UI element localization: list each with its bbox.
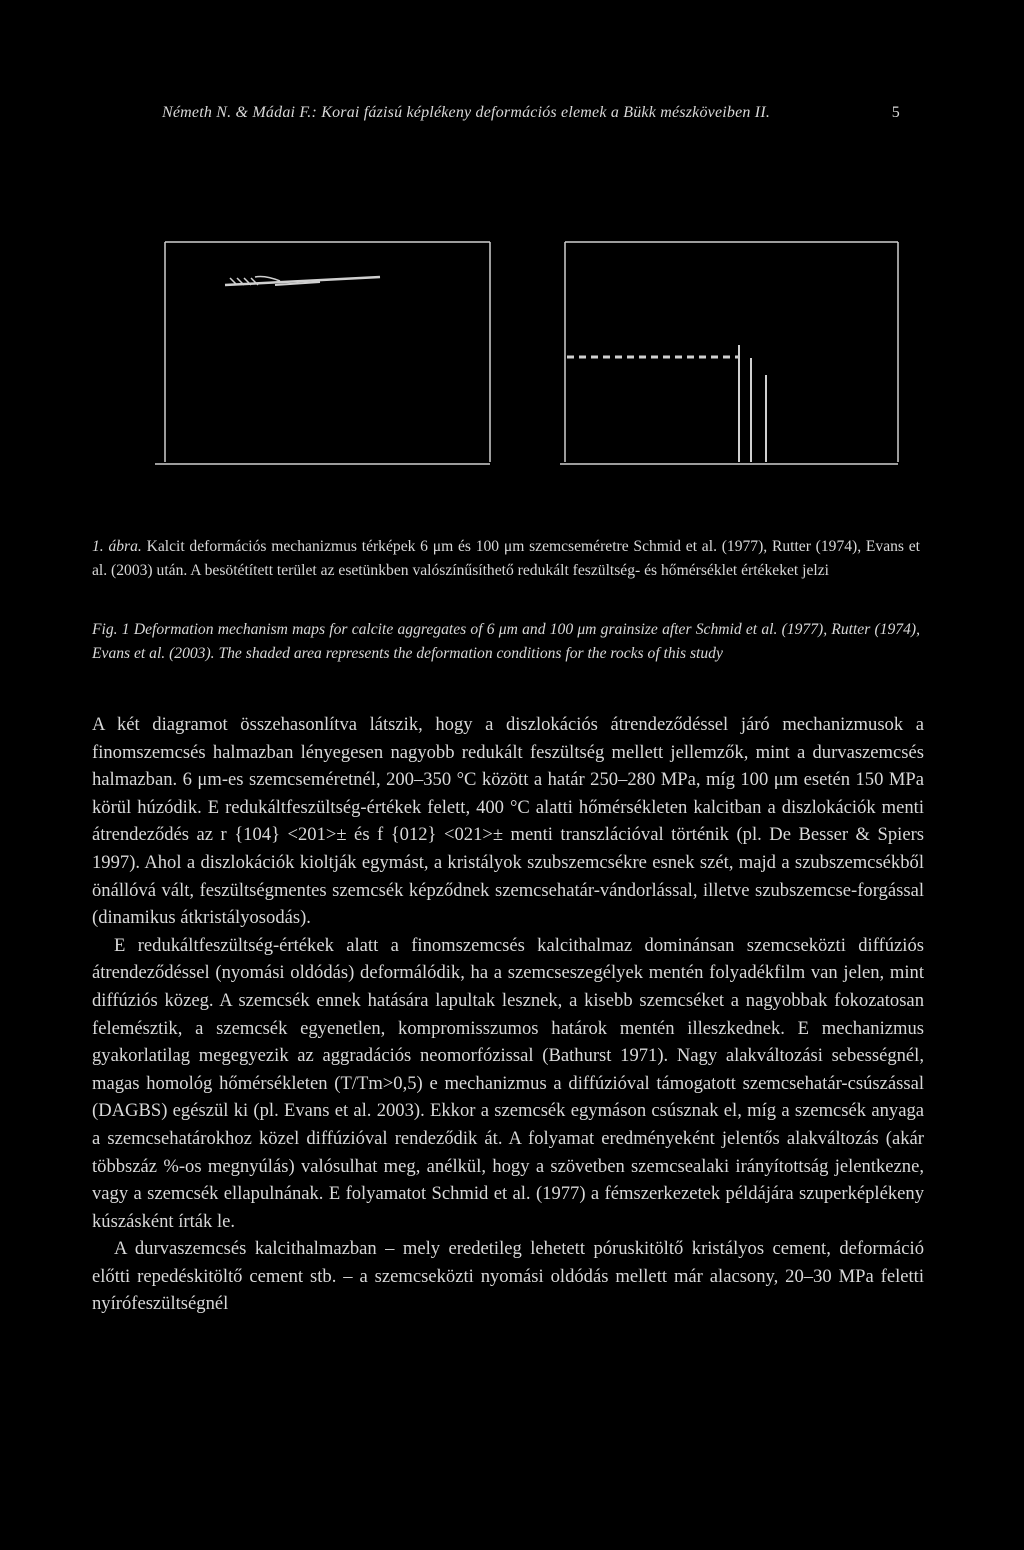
figure-caption-hungarian (92, 535, 920, 583)
figure-caption-english (92, 618, 920, 666)
figure-1-image (155, 240, 900, 466)
caption-hu-text: Kalcit deformációs mechanizmus térképek 6 μm és 100 μm szemcseméretre Schmid et al. (1977), Rutter (1974), Evans et al. (2003) után. A besötétített terület az esetünkben valószínűsíthető redukált feszültség- és hőmérséklet értékeket jelzi (92, 538, 921, 579)
page-number: 5 (891, 104, 900, 121)
figure-1-deformation-maps (155, 240, 900, 466)
caption-en-label: Fig. 1 (92, 621, 130, 638)
running-header (162, 104, 900, 122)
paragraph: E redukáltfeszültség-értékek alatt a finomszemcsés kalcithalmaz dominánsan szemcseközti diffúziós átrendeződéssel (nyomási oldódás) deformálódik, ha a szemcseszegélyek mentén folyadékfilm van jelen, mint diffúziós közeg. A szemcsék ennek hatására lapultak lesznek, a kisebb szemcséket a nagyobbak fokozatosan felemésztik, a szemcsék egyenetlen, kompromisszumos határok mentén illeszkednek. E mechanizmus gyakorlatilag megegyezik az aggradációs neomorfózissal (Bathurst 1971). Nagy alakváltozási sebességnél, magas homológ hőmérsékleten (T/Tm>0,5) e mechanizmus a diffúzióval támogatott szemcsehatár-csúszással (DAGBS) egészül ki (pl. Evans et al. 2003). Ekkor a szemcsék egymáson csúsznak el, míg a szemcsék anyaga a szemcsehatárokhoz közel diffúzióval rendeződik át. A folyamat eredményeként jelentős alakváltozás (akár többszáz %-os megnyúlás) valósulhat meg, anélkül, hogy a szövetben szemcsealaki irányítottság jelentkezne, vagy a szemcsék ellapulnának. E folyamatot Schmid et al. (1977) a fémszerkezetek példájára szuperképlékeny kúszásként írták le. (92, 934, 924, 1232)
running-title: Németh N. & Mádai F.: Korai fázisú képlékeny deformációs elemek a Bükk mészköveiben II. (162, 104, 771, 121)
map-panel-100um (560, 242, 898, 464)
paragraph: A durvaszemcsés kalcithalmazban – mely eredetileg lehetett póruskitöltő kristályos cement, deformáció előtti repedéskitöltő cement stb. – a szemcseközti nyomási oldódás mellett már alacsony, 20–30 MPa feletti nyírófeszültségnél (92, 1238, 924, 1315)
map-panel-6um (155, 242, 490, 464)
paragraph: A két diagramot összehasonlítva látszik, hogy a diszlokációs átrendeződéssel járó mechanizmusok a finomszemcsés halmazban lényegesen nagyobb redukált feszültség mellett jellemzők, mint a durvaszemcsés halmazban. 6 μm-es szemcseméretnél, 200–350 °C között a határ 250–280 MPa, míg 100 μm esetén 150 MPa körül húzódik. E redukáltfeszültség-értékek felett, 400 °C alatti hőmérsékleten kalcitban a diszlokációk menti átrendeződés az r {104} <201>± és f {012} <021>± menti transzlációval történik (pl. De Besser & Spiers 1997). Ahol a diszlokációk kioltják egymást, a kristályok szubszemcsékre esnek szét, majd a szubszemcsékből önállóvá vált, feszültségmentes szemcsék képződnek szemcsehatár-vándorlással, illetve szubszemcse-forgással (dinamikus átkristályosodás). (92, 714, 924, 929)
body-text (92, 711, 924, 1318)
caption-en-text: Deformation mechanism maps for calcite aggregates of 6 μm and 100 μm grainsize after Schmid et al. (1977), Rutter (1974), Evans et al. (2003). The shaded area represents the deformation conditions for the rocks of this study (92, 621, 920, 662)
caption-hu-label: 1. ábra. (92, 538, 142, 555)
